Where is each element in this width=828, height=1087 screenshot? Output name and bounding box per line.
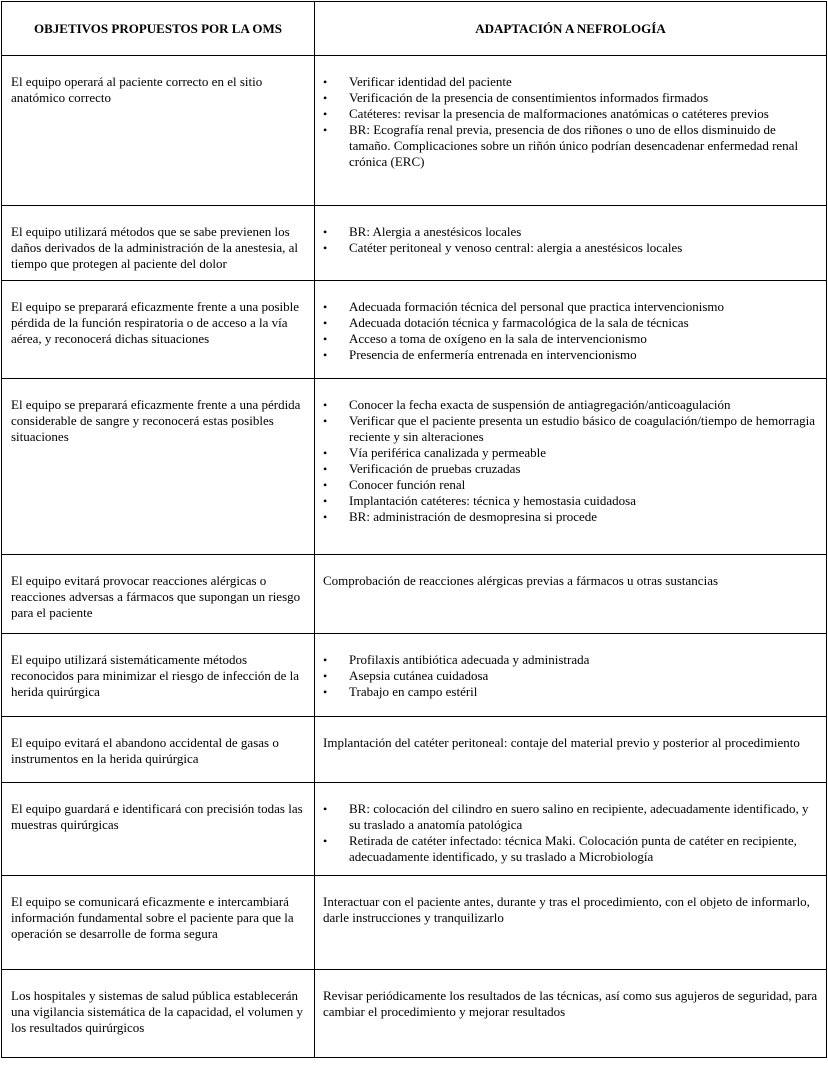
list-item: • BR: administración de desmopresina si procede [323, 509, 818, 525]
list-item: • Profilaxis antibiótica adecuada y administrada [323, 652, 818, 668]
objective-cell [2, 876, 315, 970]
list-item: • Trabajo en campo estéril [323, 684, 818, 700]
header-nephrology [315, 2, 827, 56]
objective-text: El equipo se comunicará eficazmente e intercambiará información fundamental sobre el paciente para que la operación se desarrolle de forma segura [11, 894, 294, 941]
adaptation-cell [315, 56, 827, 206]
adaptation-list [323, 224, 818, 256]
list-item: • Implantación catéteres: técnica y hemostasia cuidadosa [323, 493, 818, 509]
adaptation-list [323, 801, 818, 865]
objective-cell [2, 783, 315, 876]
adaptation-list [323, 74, 818, 170]
objective-text: El equipo se preparará eficazmente frente a una pérdida considerable de sangre y reconocerá estas posibles situaciones [11, 397, 301, 444]
adaptation-cell [315, 717, 827, 783]
list-item: • Verificar que el paciente presenta un estudio básico de coagulación/tiempo de hemorragia reciente y sin alteraciones [323, 413, 818, 445]
table-row [2, 717, 827, 783]
table-row [2, 783, 827, 876]
list-item: • Conocer función renal [323, 477, 818, 493]
adaptation-text: Comprobación de reacciones alérgicas previas a fármacos u otras sustancias [323, 573, 719, 588]
list-item: • Verificar identidad del paciente [323, 74, 818, 90]
adaptation-list [323, 299, 818, 363]
list-item: • Verificación de la presencia de consentimientos informados firmados [323, 90, 818, 106]
adaptation-cell [315, 783, 827, 876]
header-nephrology-label: ADAPTACIÓN A NEFROLOGÍA [475, 20, 666, 36]
list-item: • Verificación de pruebas cruzadas [323, 461, 818, 477]
objective-cell [2, 56, 315, 206]
list-item: • Catéteres: revisar la presencia de malformaciones anatómicas o catéteres previos [323, 106, 818, 122]
list-item: • Asepsia cutánea cuidadosa [323, 668, 818, 684]
header-objectives-label: OBJETIVOS PROPUESTOS POR LA OMS [34, 20, 282, 36]
adaptation-cell [315, 876, 827, 970]
list-item: • Adecuada formación técnica del personal que practica intervencionismo [323, 299, 818, 315]
list-item: • BR: Ecografía renal previa, presencia de dos riñones o uno de ellos disminuido de tamaño. Complicaciones sobre un riñón único podrían desencadenar enfermedad renal crónica (ERC) [323, 122, 818, 170]
objective-text: El equipo utilizará métodos que se sabe previenen los daños derivados de la administración de la anestesia, al tiempo que protegen al paciente del dolor [11, 224, 298, 271]
objective-text: El equipo se preparará eficazmente frente a una posible pérdida de la función respiratoria o de acceso a la vía aérea, y reconocerá dichas situaciones [11, 299, 300, 346]
table-row [2, 876, 827, 970]
list-item: • Adecuada dotación técnica y farmacológica de la sala de técnicas [323, 315, 818, 331]
adaptation-cell [315, 379, 827, 555]
table-row [2, 281, 827, 379]
list-item: • BR: Alergia a anestésicos locales [323, 224, 818, 240]
adaptation-list [323, 397, 818, 525]
list-item: • Vía periférica canalizada y permeable [323, 445, 818, 461]
list-item: • Catéter peritoneal y venoso central: alergia a anestésicos locales [323, 240, 818, 256]
objective-text: El equipo utilizará sistemáticamente métodos reconocidos para minimizar el riesgo de infección de la herida quirúrgica [11, 652, 300, 699]
objective-cell [2, 206, 315, 281]
objective-cell [2, 717, 315, 783]
objective-cell [2, 555, 315, 634]
objective-text: El equipo evitará el abandono accidental de gasas o instrumentos en la herida quirúrgica [11, 735, 279, 766]
objective-cell [2, 634, 315, 717]
document [1, 1, 826, 1058]
objective-text: El equipo evitará provocar reacciones alérgicas o reacciones adversas a fármacos que supongan un riesgo para el paciente [11, 573, 301, 620]
adaptation-cell [315, 555, 827, 634]
table-row [2, 56, 827, 206]
objective-text: Los hospitales y sistemas de salud pública establecerán una vigilancia sistemática de la capacidad, el volumen y los resultados quirúrgicos [11, 988, 304, 1035]
adaptation-text: Implantación del catéter peritoneal: contaje del material previo y posterior al procedimiento [323, 735, 800, 750]
table-row [2, 555, 827, 634]
oms-nephrology-table [1, 1, 827, 1058]
adaptation-cell [315, 970, 827, 1058]
objective-cell [2, 970, 315, 1058]
table-row [2, 206, 827, 281]
adaptation-text: Interactuar con el paciente antes, durante y tras el procedimiento, con el objeto de informarlo, darle instrucciones y tranquilizarlo [323, 894, 810, 925]
objective-cell [2, 281, 315, 379]
list-item: • Conocer la fecha exacta de suspensión de antiagregación/anticoagulación [323, 397, 818, 413]
adaptation-list [323, 652, 818, 700]
list-item: • Retirada de catéter infectado: técnica Maki. Colocación punta de catéter en recipiente, adecuadamente identificado, y su traslado a Microbiología [323, 833, 818, 865]
list-item: • BR: colocación del cilindro en suero salino en recipiente, adecuadamente identificado, y su traslado a anatomía patológica [323, 801, 818, 833]
table-row [2, 634, 827, 717]
objective-cell [2, 379, 315, 555]
adaptation-cell [315, 206, 827, 281]
table-header-row [2, 2, 827, 56]
objective-text: El equipo operará al paciente correcto en el sitio anatómico correcto [11, 74, 263, 105]
objective-text: El equipo guardará e identificará con precisión todas las muestras quirúrgicas [11, 801, 303, 832]
table-row [2, 970, 827, 1058]
adaptation-cell [315, 634, 827, 717]
header-objectives [2, 2, 315, 56]
adaptation-cell [315, 281, 827, 379]
adaptation-text: Revisar periódicamente los resultados de las técnicas, así como sus agujeros de seguridad, para cambiar el procedimiento y mejorar resultados [323, 988, 818, 1019]
list-item: • Acceso a toma de oxígeno en la sala de intervencionismo [323, 331, 818, 347]
table-row [2, 379, 827, 555]
list-item: • Presencia de enfermería entrenada en intervencionismo [323, 347, 818, 363]
